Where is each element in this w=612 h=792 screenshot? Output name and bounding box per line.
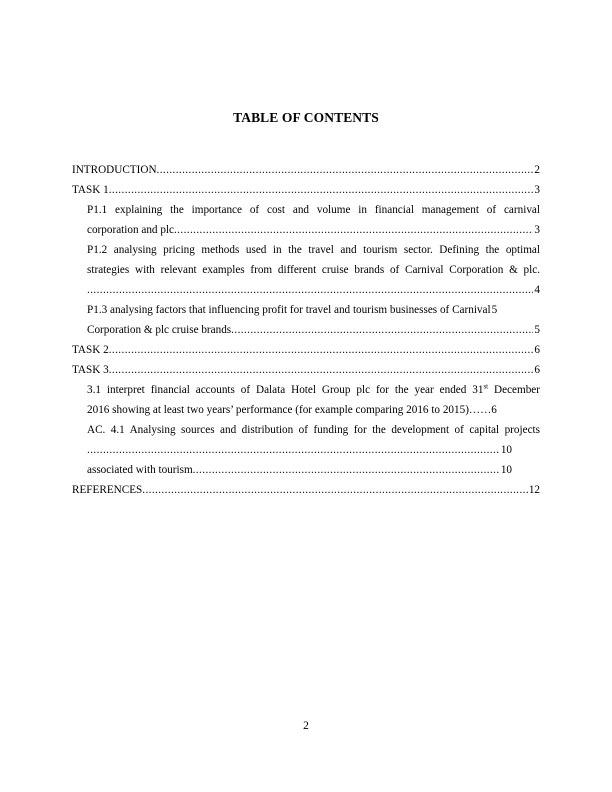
toc-page-number: 12 [528, 484, 540, 496]
toc-page-number: 6 [491, 404, 497, 416]
toc-page-number: 10 [500, 464, 512, 476]
toc-entry-label: REFERENCES [72, 484, 143, 496]
toc-page-number: 3 [534, 224, 540, 236]
toc-entry-text: P1.2 analysing pricing methods used in the travel and tourism sector. Defining the optimal [87, 244, 540, 256]
toc-entry-text: strategies with relevant examples from different cruise brands of Carnival Corporation & plc. [87, 264, 540, 276]
dot-leader [142, 480, 528, 500]
dot-leader [109, 340, 534, 360]
toc-entry-task-3[interactable] [72, 360, 540, 380]
toc-page-number: 6 [534, 344, 540, 356]
toc-entry-label: TASK 2 [72, 344, 109, 356]
toc-page-number: 5 [491, 304, 498, 316]
toc-entry-p1-1[interactable] [72, 200, 540, 240]
toc-page-number: 3 [534, 184, 540, 196]
dot-leader [193, 460, 500, 480]
toc-entry-label: TASK 1 [72, 184, 109, 196]
toc-entry-text: P1.1 explaining the importance of cost and volume in financial management of carnival [87, 204, 540, 216]
toc-entry-references[interactable] [72, 480, 540, 500]
toc-entry-task-2[interactable] [72, 340, 540, 360]
toc-entry-3-1[interactable] [72, 380, 540, 420]
toc-entry-p1-2[interactable] [72, 240, 540, 300]
ordinal-suffix: st [483, 382, 489, 391]
toc-entry-task-1[interactable] [72, 180, 540, 200]
toc-page-number: 5 [534, 324, 540, 336]
toc-entry-text: corporation and plc [87, 224, 174, 236]
toc-entry-label: TASK 3 [72, 364, 109, 376]
toc-entry-text [87, 380, 540, 400]
dot-leader [157, 160, 534, 180]
ellipsis-leader: …… [468, 404, 492, 416]
toc-entry-text: 2016 showing at least two years’ performance (for example comparing 2016 to 2015) [87, 404, 469, 416]
toc-entry-p1-3[interactable] [72, 300, 540, 340]
toc-entry-text: P1.3 analysing factors that influencing profit for travel and tourism businesses of Carnival [87, 304, 491, 316]
toc-entry-text: associated with tourism [87, 464, 193, 476]
toc-entry-text-part: 3.1 interpret financial accounts of Dalata Hotel Group plc for the year ended 31 [87, 384, 484, 396]
dot-leader [109, 360, 534, 380]
toc-entry-text: Corporation & plc cruise brands [87, 324, 232, 336]
toc-entry-text-part: December [488, 384, 540, 396]
toc-page-number: 4 [534, 284, 540, 296]
toc-entry-label: INTRODUCTION [72, 164, 157, 176]
dot-leader [231, 320, 533, 340]
dot-leader [87, 440, 500, 460]
table-of-contents [72, 160, 540, 500]
toc-page-number: 10 [500, 444, 512, 456]
toc-entry-ac-4-1[interactable] [72, 420, 540, 480]
toc-page-number: 2 [534, 164, 540, 176]
dot-leader [87, 280, 533, 300]
toc-entry-introduction[interactable] [72, 160, 540, 180]
toc-page-number: 6 [534, 364, 540, 376]
dot-leader [109, 180, 534, 200]
page-number: 2 [303, 720, 309, 732]
dot-leader [174, 220, 533, 240]
toc-title: TABLE OF CONTENTS [233, 110, 379, 125]
toc-entry-text: AC. 4.1 Analysing sources and distribution of funding for the development of capital projects [87, 424, 540, 436]
